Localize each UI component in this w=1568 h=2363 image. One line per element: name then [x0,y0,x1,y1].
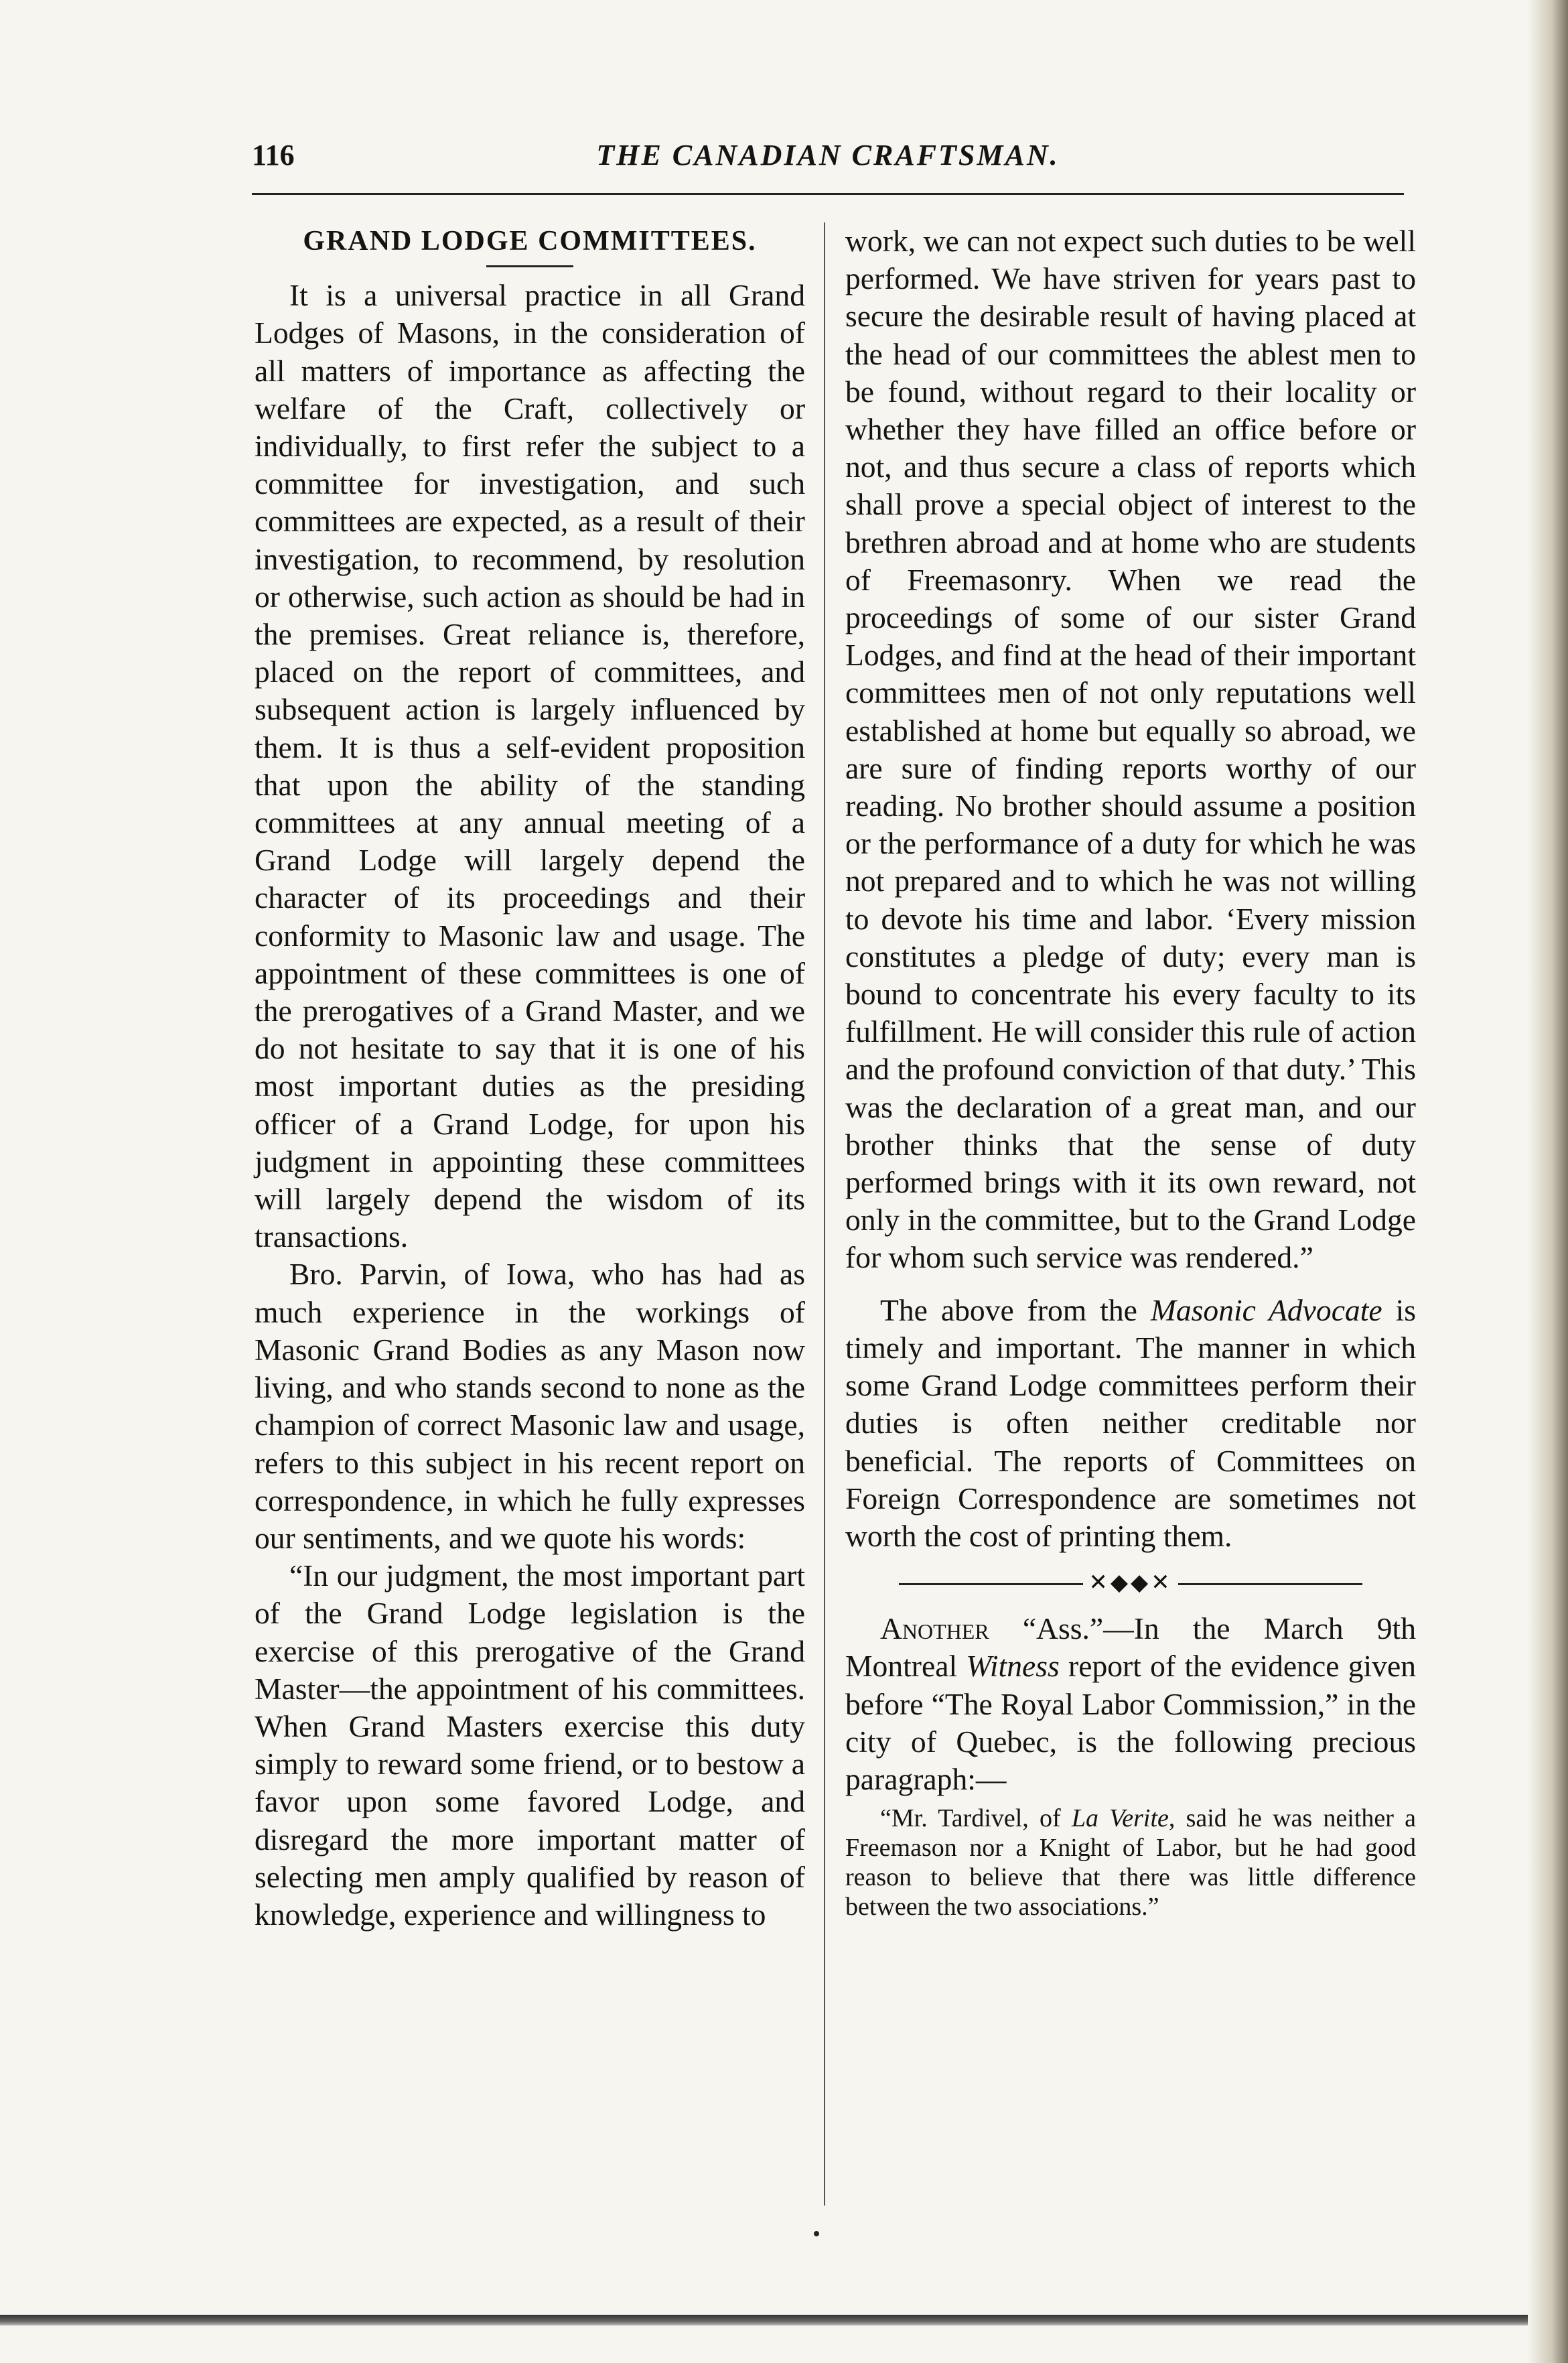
column-divider [824,222,825,2206]
quote-rest: , said he was neither a Freemason nor a Knight of Labor, but he had good reason to believe that there was little difference between the two associations.” [845,1804,1416,1921]
paragraph-2-prefix: The above from the [880,1292,1151,1327]
another-ass-paragraph [845,1610,1416,1798]
left-column [255,222,805,1934]
right-paragraph-1: work, we can not expect such duties to be well performed. We have striven for years past to secure the desirable result of having placed at the head of our committees the ablest men to be found, without regard to their locality or whether they have filled an office before or not, and thus secure a class of reports which shall prove a special object of interest to the brethren abroad and at home who are students of Freemasonry. When we read the proceedings of some of our sister Grand Lodges, and find at the head of their important committees men of not only reputations well established at home but equally so abroad, we are sure of finding reports worthy of our reading. No brother should assume a position or the performance of a duty for which he was not prepared and to which he was not willing to devote his time and labor. ‘Every mission constitutes a pledge of duty; every man is bound to concentrate his every faculty to its fulfillment. He will consider this rule of action and the profound conviction of that duty.’ This was the declaration of a great man, and our brother thinks that the sense of duty performed brings with it its own reward, not only in the committee, but to the Grand Lodge for whom such service was rendered.” [845,224,1416,1275]
quote-paper: La Verite [1071,1804,1169,1833]
left-paragraph-1: It is a universal practice in all Grand Lodges of Masons, in the consideration of all matters of importance as affecting the welfare of the Craft, collectively or individually, to first refer the subject to a committee for investigation, and such committees are expected, as a result of their investigation, to recommend, by resolution or otherwise, such action as should be had in the premises. Great reliance is, therefore, placed on the report of committees, and subsequent action is largely influenced by them. It is thus a self-evident proposition that upon the ability of the standing committees at any annual meeting of a Grand Lodge will largely depend the character of its proceedings and their conformity to Masonic law and usage. The appointment of these committees is one of the prerogatives of a Grand Master, and we do not hesitate to say that it is one of his most important duties as the presiding officer of a Grand Lodge, for upon his judgment in appointing these committees will largely depend the wisdom of its transactions. [255,278,805,1254]
section-ornament [845,1570,1416,1597]
ornament-line-right [1168,1583,1362,1585]
running-title: THE CANADIAN CRAFTSMAN. [596,139,1060,172]
article-title: GRAND LODGE COMMITTEES. [303,226,757,257]
right-paragraph-2 [845,1292,1416,1555]
title-rule [486,265,573,267]
another-text-1: “Ass.”—In the March 9th Montreal [845,1611,1416,1684]
left-paragraph-2: Bro. Parvin, of Iowa, who has had as much experience in the workings of Masonic Grand Bodies as any Mason now living, and who stands second to none as the champion of correct Masonic law and usage, refers to this subject in his recent report on correspondence, in which he fully expresses our sentiments, and we quote his words: [255,1257,805,1555]
bottom-dot [814,2231,819,2236]
another-lead: Another [880,1611,989,1646]
ornament-glyph: ✕◆◆✕ [1083,1570,1178,1595]
right-column [845,222,1416,1921]
another-text-2: report of the evidence given before “The Royal Labor Commission,” in the city of Quebec, is the following precious paragraph:— [845,1649,1417,1796]
ornament-line-left [899,1583,1093,1585]
quote-prefix: “Mr. Tardivel, of [880,1804,1072,1833]
left-paragraph-3: “In our judgment, the most important part of the Grand Lodge legislation is the exercise of this prerogative of the Grand Master—the appointment of his committees. When Grand Masters exercise this duty simply to reward some friend, or to bestow a favor upon some favored Lodge, and disregard the more important matter of selecting men amply qualified by reason of knowledge, experience and willingness to [255,1558,805,1932]
page-number: 116 [252,139,295,172]
right-scan-edge [1528,0,1568,2363]
source-masonic-advocate: Masonic Advocate [1150,1292,1382,1327]
header-rule [252,193,1404,195]
witness-name: Witness [966,1649,1060,1684]
paragraph-2-rest: is timely and important. The manner in which some Grand Lodge committees perform their duties is often neither creditable nor beneficial. The reports of Committees on Foreign Correspondence are sometimes not worth the cost of printing them. [845,1292,1416,1553]
tardivel-quote [845,1804,1416,1921]
page-header [252,134,1404,184]
bottom-scan-edge [0,2315,1568,2325]
